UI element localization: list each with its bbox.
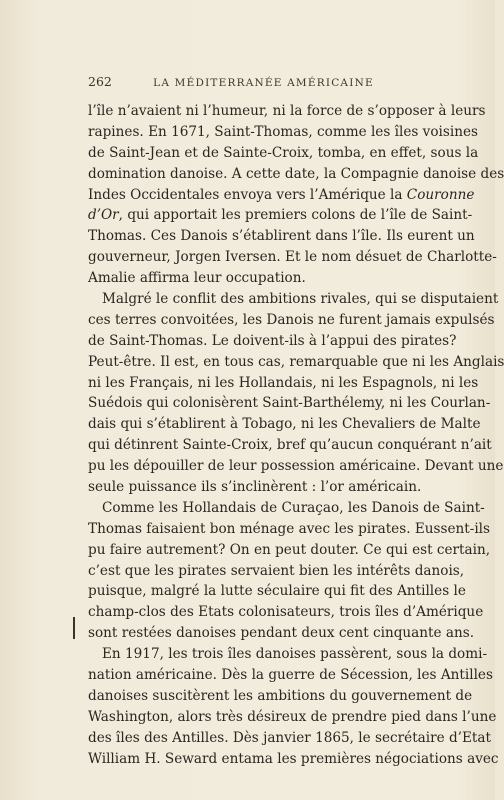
text-line: domination danoise. A cette date, la Compagnie danoise des bbox=[88, 165, 504, 182]
text-line: l’île n’avaient ni l’humeur, ni la force de s’opposer à leurs bbox=[88, 103, 486, 119]
text-line: seule puissance ils s’inclinèrent : l’or américain. bbox=[88, 479, 422, 496]
text-line: pu les dépouiller de leur possession américaine. Devant une bbox=[88, 458, 504, 475]
page-header bbox=[88, 74, 439, 89]
text-line: nation américaine. Dès la guerre de Sécession, les Antilles bbox=[88, 667, 493, 684]
text-line: En 1917, les trois îles danoises passèrent, sous la domi- bbox=[102, 646, 488, 663]
text-line: des îles des Antilles. Dès janvier 1865, le secrétaire d’Etat bbox=[88, 729, 491, 746]
text-line: de Saint-Thomas. Le doivent-ils à l’appui des pirates? bbox=[88, 332, 457, 349]
page-number: 262 bbox=[88, 74, 112, 89]
text-line: c’est que les pirates servaient bien les intérêts danois, bbox=[88, 562, 465, 579]
text-line: d’Or, qui apportait les premiers colons de l’île de Saint- bbox=[88, 207, 473, 224]
running-title: LA MÉDITERRANÉE AMÉRICAINE bbox=[153, 77, 374, 89]
text-line: Suédois qui colonisèrent Saint-Barthélemy, ni les Courlan- bbox=[88, 395, 491, 412]
text-line: qui détinrent Sainte-Croix, bref qu’aucun conquérant n’ait bbox=[88, 437, 492, 454]
text-line: Malgré le conflit des ambitions rivales, qui se disputaient bbox=[102, 291, 499, 308]
text-line: danoises suscitèrent les ambitions du gouvernement de bbox=[88, 687, 473, 704]
text-line: Thomas faisaient bon ménage avec les pirates. Eussent-ils bbox=[88, 520, 491, 537]
text-line: ni les Français, ni les Hollandais, ni les Espagnols, ni les bbox=[88, 374, 479, 391]
text-line: Thomas. Ces Danois s’établirent dans l’île. Ils eurent un bbox=[88, 228, 475, 245]
text-line: Indes Occidentales envoya vers l’Amérique la Couronne bbox=[88, 186, 475, 203]
text-line: champ-clos des Etats colonisateurs, trois îles d’Amérique bbox=[88, 604, 484, 621]
text-line: ces terres convoitées, les Danois ne furent jamais expulsés bbox=[88, 311, 495, 328]
text-line: Peut-être. Il est, en tous cas, remarquable que ni les Anglais bbox=[88, 353, 504, 370]
text-line: puisque, malgré la lutte séculaire qui fit des Antilles le bbox=[88, 583, 466, 600]
text-line: rapines. En 1671, Saint-Thomas, comme les îles voisines bbox=[88, 123, 478, 140]
text-line: dais qui s’établirent à Tobago, ni les Chevaliers de Malte bbox=[88, 416, 481, 433]
text-line: Amalie affirma leur occupation. bbox=[88, 270, 306, 287]
text-line: William H. Seward entama les premières négociations avec bbox=[88, 750, 499, 767]
text-line: Comme les Hollandais de Curaçao, les Danois de Saint- bbox=[102, 499, 485, 516]
text-line: de Saint-Jean et de Sainte-Croix, tomba, en effet, sous la bbox=[88, 144, 479, 161]
body-text bbox=[88, 101, 504, 770]
text-line: gouverneur, Jorgen Iversen. Et le nom désuet de Charlotte- bbox=[88, 249, 497, 266]
text-line: Washington, alors très désireux de prendre pied dans l’une bbox=[88, 708, 497, 725]
margin-mark bbox=[73, 617, 75, 639]
text-line: sont restées danoises pendant deux cent cinquante ans. bbox=[88, 625, 475, 642]
text-line: pu faire autrement? On en peut douter. Ce qui est certain, bbox=[88, 541, 491, 558]
